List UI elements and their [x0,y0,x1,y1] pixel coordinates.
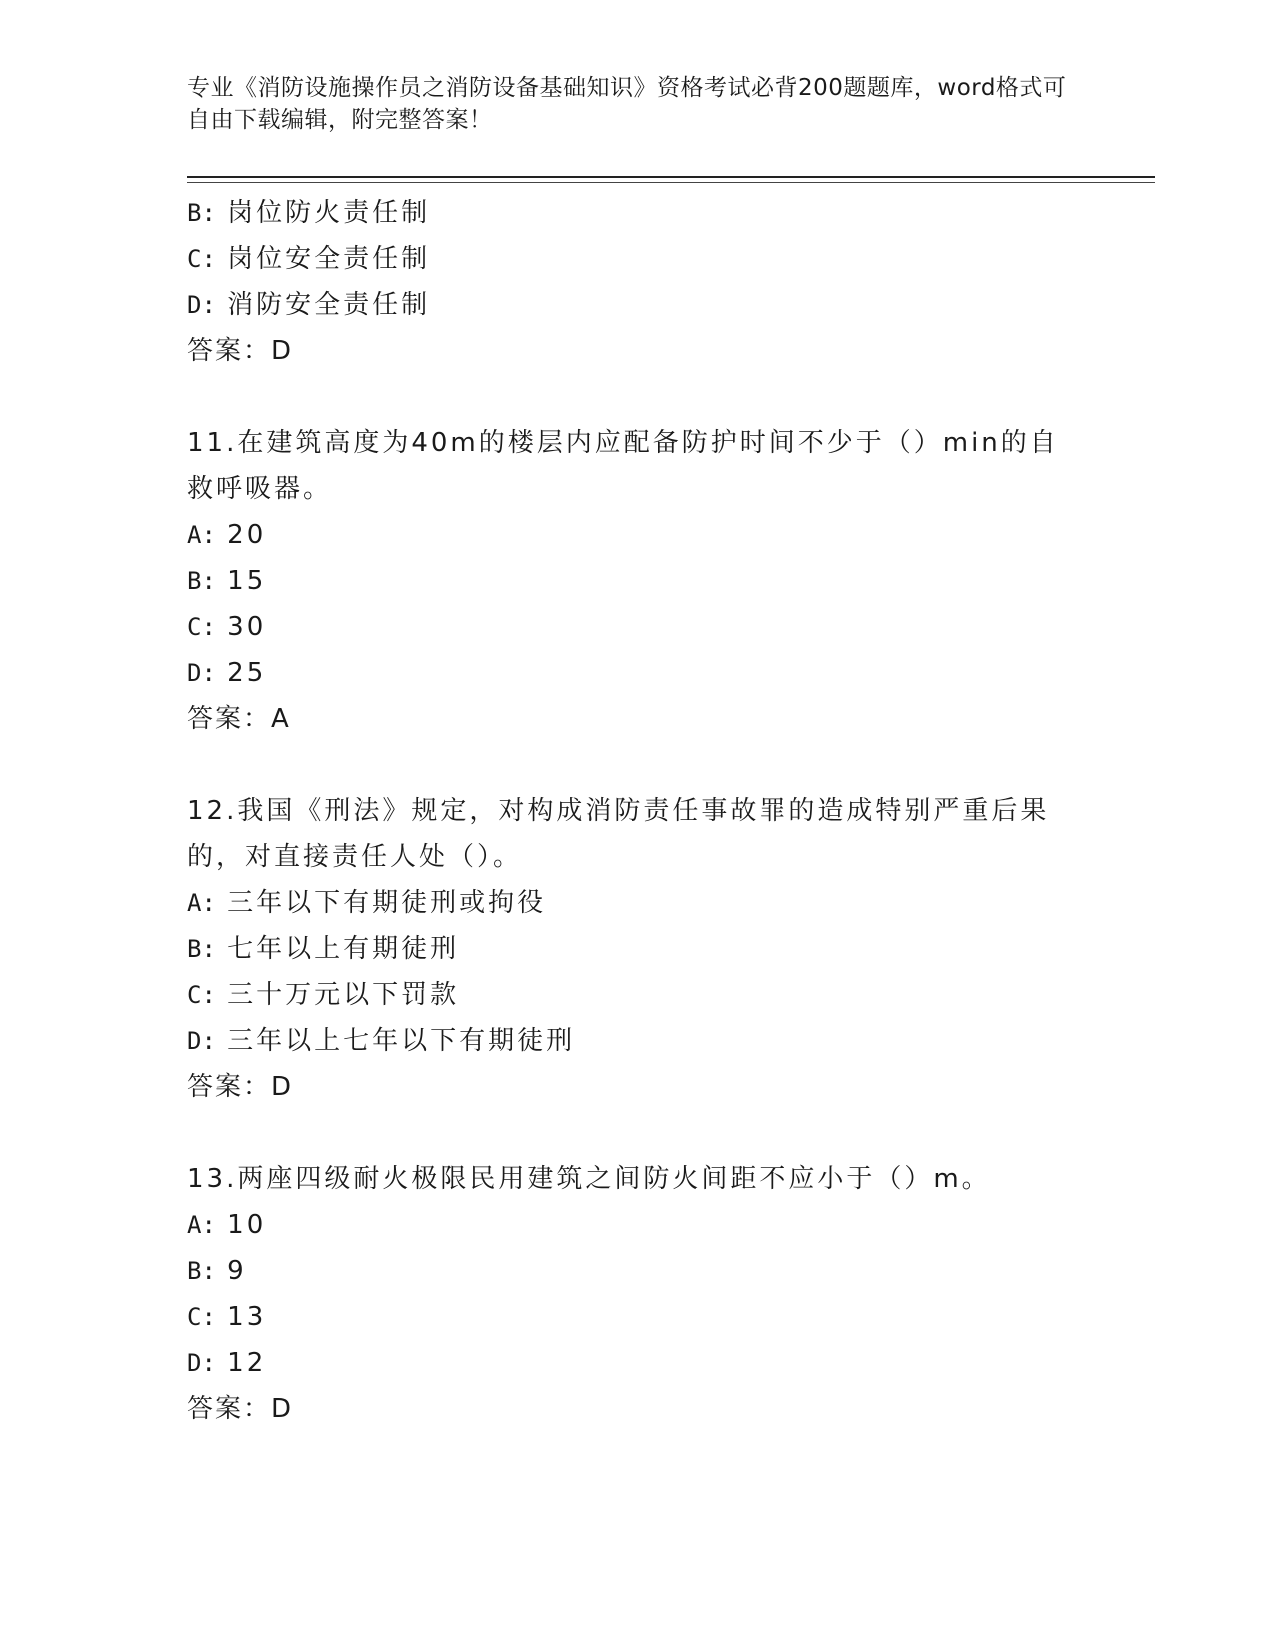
header-divider-thin [187,182,1155,183]
option-text: 10 [227,1210,267,1240]
option-letter: C: [187,245,216,273]
option-letter: B: [187,199,216,227]
option-text: 三年以下有期徒刑或拘役 [227,888,547,918]
option-b [187,926,1087,972]
option-b [187,1248,1087,1294]
option-letter: D: [187,659,216,687]
option-text: 13 [227,1302,267,1332]
option-letter: D: [187,1027,216,1055]
option-text: 七年以上有期徒刑 [227,934,460,964]
header-divider-thick [187,176,1155,178]
answer-line: 答案：D [187,336,294,366]
option-c [187,1294,1087,1340]
option-text: 9 [227,1256,247,1286]
option-letter: B: [187,935,216,963]
answer-line: 答案：A [187,704,291,734]
option-letter: B: [187,1257,216,1285]
answer-line: 答案：D [187,1072,294,1102]
option-c [187,604,1087,650]
option-a [187,880,1087,926]
option-a [187,1202,1087,1248]
option-text: 20 [227,520,267,550]
option-letter: C: [187,613,216,641]
answer-line: 答案：D [187,1394,294,1424]
question-12 [187,788,1087,1110]
option-text: 岗位安全责任制 [227,244,431,274]
option-text: 岗位防火责任制 [227,198,431,228]
question-text: 12.我国《刑法》规定，对构成消防责任事故罪的造成特别严重后果的，对直接责任人处（）。 [187,796,1050,872]
document-header: 专业《消防设施操作员之消防设备基础知识》资格考试必背200题题库，word格式可自由下载编辑，附完整答案！ [187,75,1067,133]
option-letter: A: [187,521,216,549]
option-c [187,236,1087,282]
option-text: 三年以上七年以下有期徒刑 [227,1026,576,1056]
option-d [187,1018,1087,1064]
option-text: 25 [227,658,267,688]
option-b [187,558,1087,604]
option-text: 12 [227,1348,267,1378]
option-d [187,1340,1087,1386]
option-text: 30 [227,612,267,642]
option-b [187,190,1087,236]
document-content [187,190,1087,1432]
option-letter: C: [187,981,216,1009]
option-letter: D: [187,1349,216,1377]
option-letter: A: [187,889,216,917]
option-d [187,650,1087,696]
question-text: 13.两座四级耐火极限民用建筑之间防火间距不应小于（）m。 [187,1164,991,1194]
option-letter: D: [187,291,216,319]
question-text: 11.在建筑高度为40m的楼层内应配备防护时间不少于（）min的自救呼吸器。 [187,428,1059,504]
option-letter: B: [187,567,216,595]
question-10-tail [187,190,1087,374]
option-text: 15 [227,566,267,596]
option-letter: A: [187,1211,216,1239]
question-13 [187,1156,1087,1432]
option-d [187,282,1087,328]
option-text: 三十万元以下罚款 [227,980,460,1010]
option-c [187,972,1087,1018]
option-a [187,512,1087,558]
option-text: 消防安全责任制 [227,290,431,320]
question-11 [187,420,1087,742]
option-letter: C: [187,1303,216,1331]
